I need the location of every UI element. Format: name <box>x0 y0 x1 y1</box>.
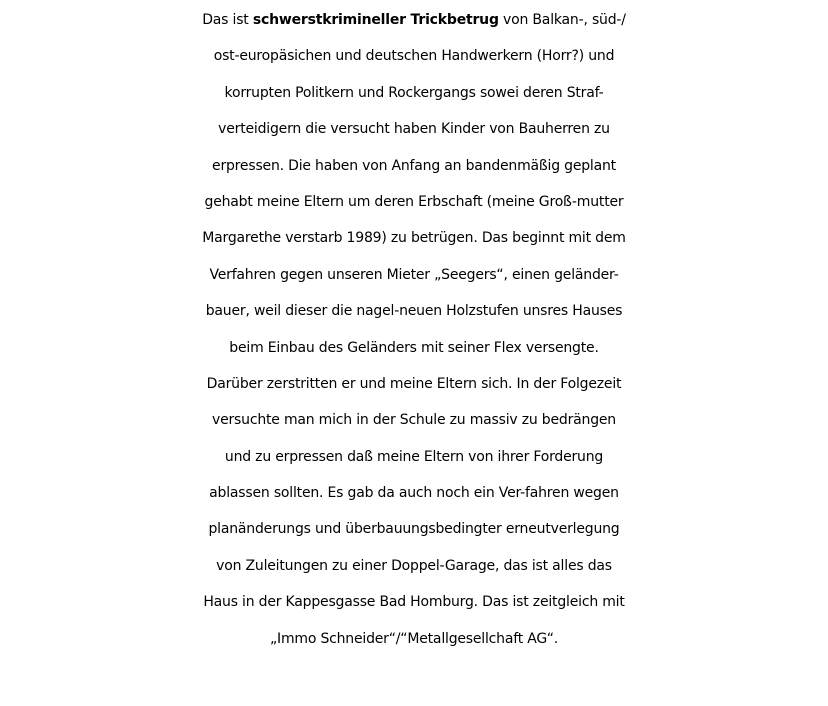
text-line-8: Verfahren gegen unseren Mieter „Seegers“, einen geländer- <box>209 266 619 283</box>
text-line-3: korrupten Politkern und Rockergangs sowei deren Straf- <box>224 84 604 101</box>
body-text <box>0 2 828 657</box>
text-line-2: ost-europäsichen und deutschen Handwerkern (Horr?) und <box>213 48 615 65</box>
text-line-1 <box>0 2 828 38</box>
text-line-1-end: von Balkan-, süd-/ <box>498 12 626 28</box>
text-line-16: von Zuleitungen zu einer Doppel-Garage, das ist alles das <box>216 557 612 574</box>
text-line-10: beim Einbau des Geländers mit seiner Flex versengte. <box>229 339 599 356</box>
text-line-18: „Immo Schneider“/“Metallgesellchaft AG“. <box>269 630 559 647</box>
text-line-7: Margarethe verstarb 1989) zu betrügen. Das beginnt mit dem <box>202 230 626 247</box>
text-line-17: Haus in der Kappesgasse Bad Homburg. Das ist zeitgleich mit <box>203 594 625 611</box>
text-line-9: bauer, weil dieser die nagel-neuen Holzstufen unsres Hauses <box>205 303 623 320</box>
text-line-12: versuchte man mich in der Schule zu massiv zu bedrängen <box>212 412 616 429</box>
text-line-11: Darüber zerstritten er und meine Eltern sich. In der Folgezeit <box>206 375 622 392</box>
text-line-4: verteidigern die versucht haben Kinder von Bauherren zu <box>218 121 610 138</box>
text-line-1-start: Das ist <box>202 12 253 28</box>
text-line-5: erpressen. Die haben von Anfang an bandenmäßig geplant <box>212 157 616 174</box>
text-line-14: ablassen sollten. Es gab da auch noch ein Ver-fahren wegen <box>209 485 619 502</box>
text-line-15: planänderungs und überbauungsbedingter erneutverlegung <box>208 521 620 538</box>
text-line-13: und zu erpressen daß meine Eltern von ihrer Forderung <box>224 448 604 465</box>
text-line-6: gehabt meine Eltern um deren Erbschaft (meine Groß-mutter <box>204 193 624 210</box>
emphasized-phrase: schwerstkrimineller Trickbetrug <box>252 12 499 28</box>
